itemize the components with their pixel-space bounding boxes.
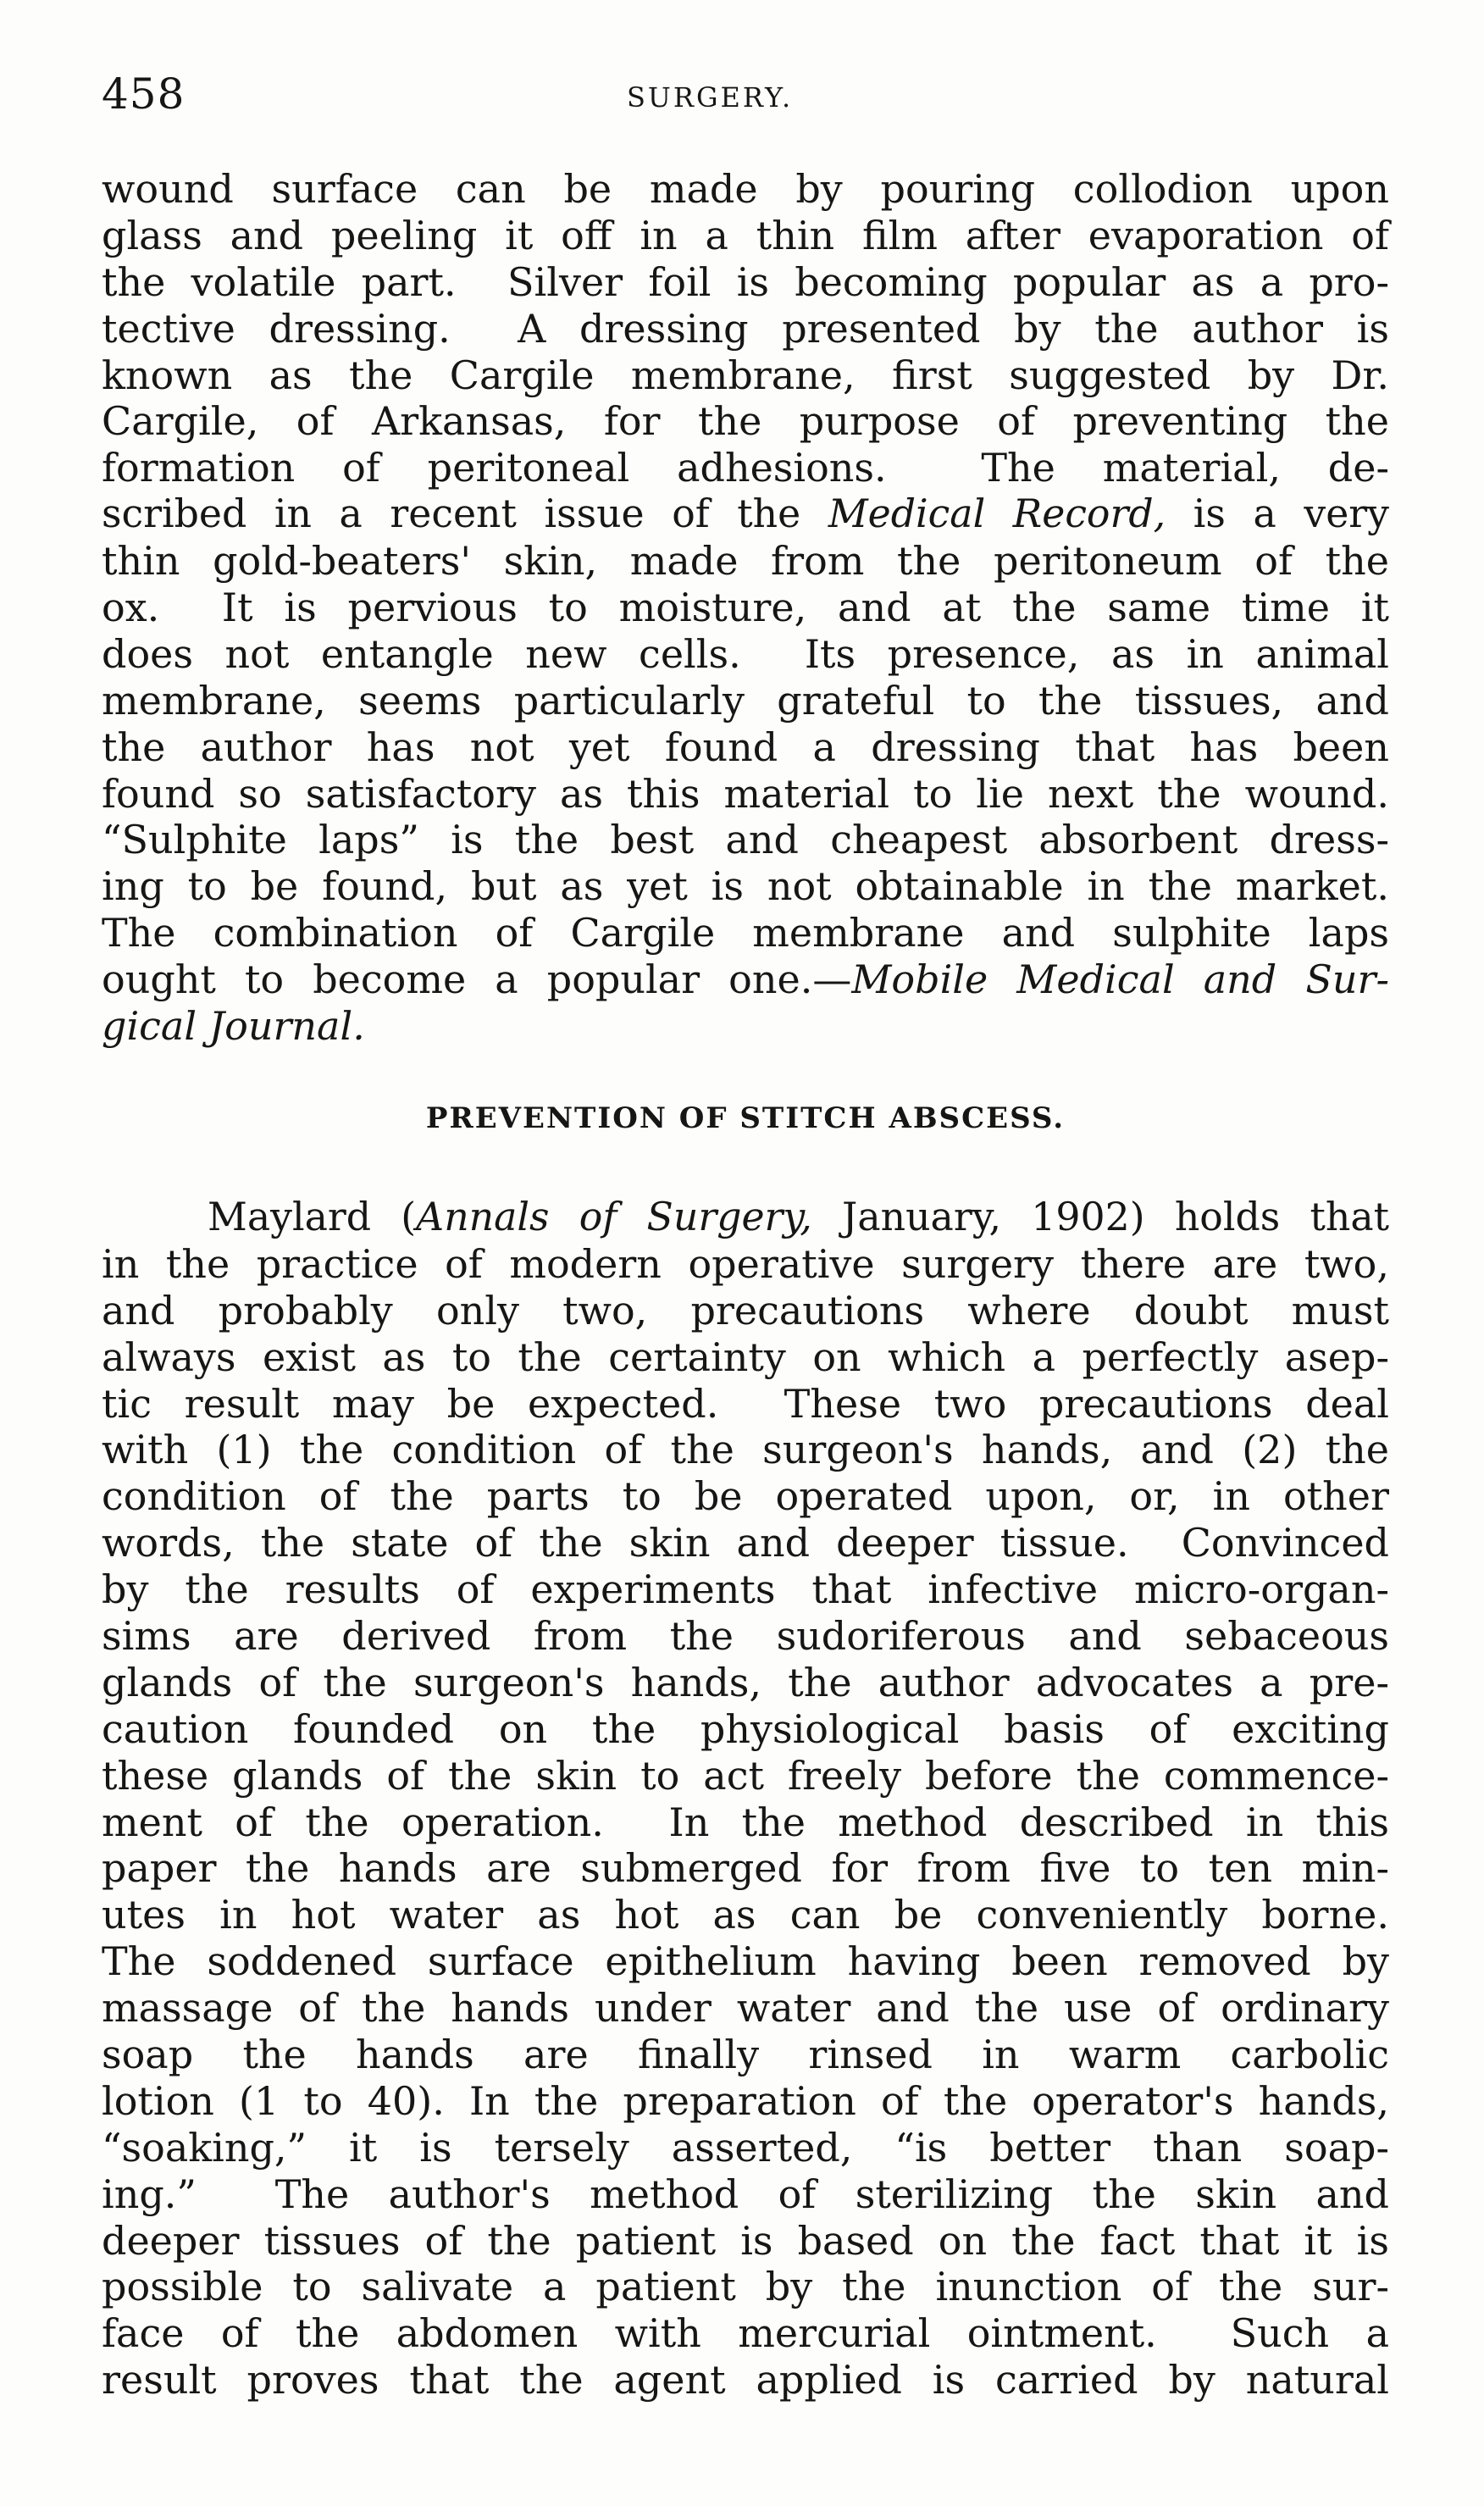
text-line: wound surface can be made by pouring collodion upon <box>102 166 1389 212</box>
journal-title-continued: gical Journal. <box>102 1003 365 1050</box>
text-line: deeper tissues of the patient is based on the fact that it is <box>102 2217 1389 2264</box>
text-line: tective dressing. A dressing presented by the author is <box>102 305 1389 352</box>
text-line: result proves that the agent applied is carried by natural <box>102 2357 1389 2403</box>
text-line: glass and peeling it off in a thin film after evaporation of <box>102 212 1389 258</box>
text-line: known as the Cargile membrane, first suggested by Dr. <box>102 352 1389 398</box>
running-head <box>102 69 1389 120</box>
text-line: paper the hands are submerged for from five to ten min- <box>102 1845 1389 1892</box>
text-line: in the practice of modern operative surgery there are two, <box>102 1240 1389 1287</box>
page-number: 458 <box>102 69 186 119</box>
text-line: formation of peritoneal adhesions. The material, de- <box>102 445 1389 491</box>
text-line: ing to be found, but as yet is not obtainable in the market. <box>102 863 1389 910</box>
text-line <box>102 1003 1389 1050</box>
section-heading: PREVENTION OF STITCH ABSCESS. <box>425 1101 1066 1135</box>
text-line: does not entangle new cells. Its presence, as in animal <box>102 630 1389 677</box>
text-line: ox. It is pervious to moisture, and at the same time it <box>102 585 1389 631</box>
text-line: caution founded on the physiological basis of exciting <box>102 1705 1389 1752</box>
journal-title-medical-record: Medical Record, <box>828 491 1166 537</box>
text-line: massage of the hands under water and the use of ordinary <box>102 1985 1389 2032</box>
text-line: sims are derived from the sudoriferous and sebaceous <box>102 1613 1389 1660</box>
text-line: with (1) the condition of the surgeon's hands, and (2) the <box>102 1427 1389 1473</box>
text-line: the author has not yet found a dressing that has been <box>102 724 1389 770</box>
text-line: utes in hot water as hot as can be conveniently borne. <box>102 1892 1389 1938</box>
text-line: ought to become a popular one.—Mobile Medical and Sur- <box>102 956 1389 1003</box>
text-line: and probably only two, precautions where doubt must <box>102 1287 1389 1333</box>
text-line: The combination of Cargile membrane and sulphite laps <box>102 910 1389 956</box>
text-line: condition of the parts to be operated upon, or, in other <box>102 1473 1389 1520</box>
text-line: face of the abdomen with mercurial ointment. Such a <box>102 2310 1389 2357</box>
text-line: ment of the operation. In the method described in this <box>102 1799 1389 1845</box>
text-line: the volatile part. Silver foil is becoming popular as a pro- <box>102 258 1389 305</box>
text-line: The soddened surface epithelium having been removed by <box>102 1938 1389 1985</box>
text-line: words, the state of the skin and deeper tissue. Convinced <box>102 1520 1389 1566</box>
running-title: SURGERY. <box>627 81 794 114</box>
text-line: membrane, seems particularly grateful to the tissues, and <box>102 677 1389 724</box>
journal-title-annals-of-surgery: Annals of Surgery, <box>416 1195 812 1239</box>
text-line: always exist as to the certainty on which a perfectly asep- <box>102 1333 1389 1380</box>
text-line: tic result may be expected. These two precautions deal <box>102 1380 1389 1427</box>
text-line: “Sulphite laps” is the best and cheapest absorbent dress- <box>102 817 1389 863</box>
text-line: Cargile, of Arkansas, for the purpose of preventing the <box>102 398 1389 445</box>
paragraph-wound-dressings <box>102 166 1389 1050</box>
text-line: Maylard (Annals of Surgery, January, 1902) holds that <box>208 1195 1390 1239</box>
text-line: soap the hands are finally rinsed in warm carbolic <box>102 2032 1389 2078</box>
text-line: by the results of experiments that infective micro-organ- <box>102 1566 1389 1613</box>
text-line: scribed in a recent issue of the Medical Record, is a very <box>102 491 1389 537</box>
text-line: found so satisfactory as this material to lie next the wound. <box>102 770 1389 817</box>
text-line: thin gold-beaters' skin, made from the peritoneum of the <box>102 538 1389 585</box>
text-line: ing.” The author's method of sterilizing the skin and <box>102 2171 1389 2217</box>
paragraph-stitch-abscess <box>102 1195 1389 2403</box>
text-line: possible to salivate a patient by the inunction of the sur- <box>102 2264 1389 2310</box>
journal-title-mobile-medical: Mobile Medical and Sur- <box>851 956 1389 1003</box>
text-line: “soaking,” it is tersely asserted, “is better than soap- <box>102 2124 1389 2171</box>
text-line: lotion (1 to 40). In the preparation of the operator's hands, <box>102 2077 1389 2124</box>
text-line: these glands of the skin to act freely before the commence- <box>102 1752 1389 1799</box>
text-line: glands of the surgeon's hands, the author advocates a pre- <box>102 1659 1389 1705</box>
